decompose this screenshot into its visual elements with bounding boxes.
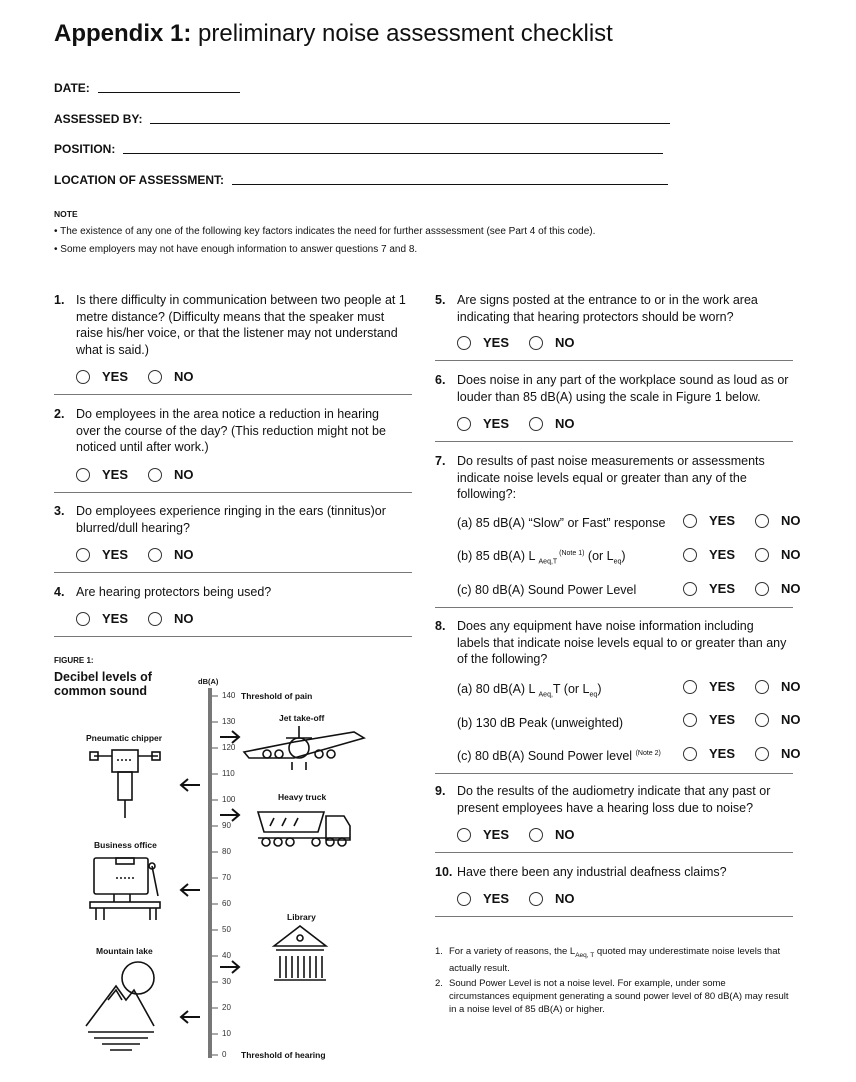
q4-yes-radio[interactable] [76,612,90,626]
arrow-right-icon [220,809,239,821]
q8a-no-radio[interactable] [755,680,769,694]
arrow-right-icon [220,961,239,973]
library-icon [274,926,326,980]
divider [54,636,412,637]
office-label: Business office [94,840,157,850]
q7a-yes-radio[interactable] [683,514,697,528]
no-label: NO [174,547,194,562]
q7b-answer [683,547,801,562]
tick-label: 70 [222,873,231,882]
tick-label: 110 [222,769,235,778]
figure-unit: dB(A) [198,677,219,686]
q5-answer [457,335,575,350]
yes-label: YES [102,467,129,482]
divider [435,916,793,917]
tick-label: 10 [222,1029,231,1038]
q9-yes-radio[interactable] [457,828,471,842]
divider [435,852,793,853]
jet-icon [244,726,364,770]
q3-no-radio[interactable] [148,548,162,562]
q2-answer [76,467,194,482]
arrow-right-icon [220,731,239,743]
q6-no-radio[interactable] [529,417,543,431]
tick-label: 50 [222,925,231,934]
no-label: NO [555,335,575,350]
q8b-no-radio[interactable] [755,713,769,727]
q8b-yes-radio[interactable] [683,713,697,727]
question-text: Are signs posted at the entrance to or in the work area indicating that hearing protectors should be worn? [457,293,758,324]
question-number: 9. [435,784,446,798]
no-label: NO [555,891,575,906]
divider [435,360,793,361]
date-field[interactable] [54,81,240,95]
note-line-1: • The existence of any one of the following key factors indicates the need for further asssessment (see Part 4 of this code). [54,226,596,237]
question-number: 2. [54,407,65,421]
page-title [54,20,613,48]
q6-answer [457,416,575,431]
tick-label: 130 [222,717,236,726]
title-rest: preliminary noise assessment checklist [191,20,613,47]
tick-label: 100 [222,795,236,804]
footnote-number: 1. [435,946,443,957]
q1-answer [76,369,194,384]
no-label: NO [555,416,575,431]
no-label: NO [781,712,801,727]
scale-bar [208,688,212,1058]
yes-label: YES [102,547,129,562]
jet-label: Jet take-off [279,713,325,723]
arrow-left-icon [181,884,200,896]
position-label: POSITION: [54,142,116,156]
q2-yes-radio[interactable] [76,468,90,482]
q7c-yes-radio[interactable] [683,582,697,596]
q7-option-c: (c) 80 dB(A) Sound Power Level [457,583,637,597]
q1-no-radio[interactable] [148,370,162,384]
note [54,205,595,259]
figure-label: FIGURE 1: [54,656,94,665]
yes-label: YES [102,369,129,384]
scale-ticks [212,696,218,1055]
threshold-pain-label: Threshold of pain [241,691,313,701]
yes-label: YES [483,335,510,350]
tick-label: 120 [222,743,236,752]
q7a-no-radio[interactable] [755,514,769,528]
q7c-no-radio[interactable] [755,582,769,596]
yes-label: YES [709,513,736,528]
q10-yes-radio[interactable] [457,892,471,906]
yes-label: YES [102,611,129,626]
location-line[interactable] [232,183,668,185]
question-number: 3. [54,504,65,518]
q3-answer [76,547,194,562]
footnote-text: Sound Power Level is not a noise level. For example, under some circumstances equipment generating a sound power level of 80 dB(A) may result in a noise level of 85 dB(A) or higher. [449,978,789,1015]
heavy-truck-icon [258,812,350,846]
tick-label: 30 [222,977,231,986]
title-bold: Appendix 1: [54,20,192,47]
library-label: Library [287,912,316,922]
question-text: Do results of past noise measurements or assessments indicate noise levels equal or greater than any of the following?: [457,454,765,501]
q8c-yes-radio[interactable] [683,747,697,761]
date-line[interactable] [98,91,240,93]
q7b-no-radio[interactable] [755,548,769,562]
lake-label: Mountain lake [96,946,153,956]
q7-option-a: (a) 85 dB(A) “Slow” or Fast” response [457,516,666,530]
arrow-left-icon [181,779,200,791]
arrow-left-icon [181,1011,200,1023]
threshold-hearing-label: Threshold of hearing [241,1050,326,1060]
q9-answer [457,827,575,842]
q5-yes-radio[interactable] [457,336,471,350]
mountain-lake-icon [86,962,154,1050]
q8-option-c: (c) 80 dB(A) Sound Power level $^{(Note 2)}$ [457,749,661,763]
divider [435,441,793,442]
divider [54,492,412,493]
assessed-by-line[interactable] [150,122,670,124]
figure-title: Decibel levels of common sound [54,670,152,698]
no-label: NO [781,679,801,694]
question-number: 1. [54,293,65,307]
tick-label: 60 [222,899,231,908]
question-text: Does any equipment have noise information including labels that indicate noise levels equal to or greater than any of the following? [457,619,787,666]
footnote-number: 2. [435,978,443,989]
note-heading: NOTE [54,209,78,219]
pneumatic-chipper-icon [90,750,160,818]
q10-answer [457,891,575,906]
yes-label: YES [709,746,736,761]
position-field[interactable] [54,142,663,156]
assessed-by-label: ASSESSED BY: [54,112,143,126]
q8c-no-radio[interactable] [755,747,769,761]
question-number: 4. [54,585,65,599]
chipper-label: Pneumatic chipper [86,733,163,743]
q8a-answer [683,679,801,694]
q7b-yes-radio[interactable] [683,548,697,562]
tick-label: 0 [222,1050,227,1059]
q8a-yes-radio[interactable] [683,680,697,694]
question-text: Do employees experience ringing in the ears (tinnitus)or blurred/dull hearing? [76,504,386,535]
yes-label: YES [709,581,736,596]
q4-answer [76,611,194,626]
location-field[interactable] [54,173,668,187]
divider [435,773,793,774]
question-number: 8. [435,619,446,633]
tick-label: 40 [222,951,231,960]
q4-no-radio[interactable] [148,612,162,626]
q3-yes-radio[interactable] [76,548,90,562]
assessed-by-field[interactable] [54,112,670,126]
question-text: Does noise in any part of the workplace sound as loud as or louder than 85 dB(A) using the scale in Figure 1 below. [457,373,789,404]
question-number: 10. [435,865,453,879]
location-label: LOCATION OF ASSESSMENT: [54,173,225,187]
yes-label: YES [483,891,510,906]
divider [435,607,793,608]
q6-yes-radio[interactable] [457,417,471,431]
q1-yes-radio[interactable] [76,370,90,384]
business-office-icon [90,858,160,920]
yes-label: YES [709,679,736,694]
q8b-answer [683,712,801,727]
divider [54,572,412,573]
yes-label: YES [483,827,510,842]
q8-option-a: (a) 80 dB(A) L $_{Aeq,}$T (or $L_{eq}$) [457,682,602,699]
q7c-answer [683,581,801,596]
position-line[interactable] [123,152,663,154]
no-label: NO [781,746,801,761]
tick-label: 80 [222,847,231,856]
q10-no-radio[interactable] [529,892,543,906]
no-label: NO [555,827,575,842]
no-label: NO [781,513,801,528]
question-number: 6. [435,373,446,387]
q5-no-radio[interactable] [529,336,543,350]
question-number: 5. [435,293,446,307]
q7a-answer [683,513,801,528]
tick-label: 140 [222,691,236,700]
question-text: Are hearing protectors being used? [76,585,272,599]
note-line-2: • Some employers may not have enough information to answer questions 7 and 8. [54,244,418,255]
q8-option-b: (b) 130 dB Peak (unweighted) [457,716,624,730]
q2-no-radio[interactable] [148,468,162,482]
yes-label: YES [709,547,736,562]
date-label: DATE: [54,81,90,95]
q7-option-b: (b) 85 dB(A) L $_{Aeq,T}$ $^{(Note 1)}$ (or $L_{eq}$) [457,549,626,566]
yes-label: YES [483,416,510,431]
question-text: Do employees in the area notice a reduction in hearing over the course of the day? (This reduction might not be noticed until after work.) [76,407,386,454]
no-label: NO [781,547,801,562]
question-text: Have there been any industrial deafness claims? [457,865,727,879]
tick-label: 20 [222,1003,231,1012]
no-label: NO [174,369,194,384]
q9-no-radio[interactable] [529,828,543,842]
question-number: 7. [435,454,446,468]
divider [54,394,412,395]
tick-label: 90 [222,821,231,830]
question-text: Is there difficulty in communication between two people at 1 metre distance? (Difficulty means that the speaker must raise his/her voice, or that the listener may not understand what is said.) [76,293,406,357]
question-text: Do the results of the audiometry indicate that any past or present employees have a hearing loss due to noise? [457,784,771,815]
no-label: NO [781,581,801,596]
truck-label: Heavy truck [278,792,327,802]
no-label: NO [174,467,194,482]
yes-label: YES [709,712,736,727]
q8c-answer [683,746,801,761]
no-label: NO [174,611,194,626]
